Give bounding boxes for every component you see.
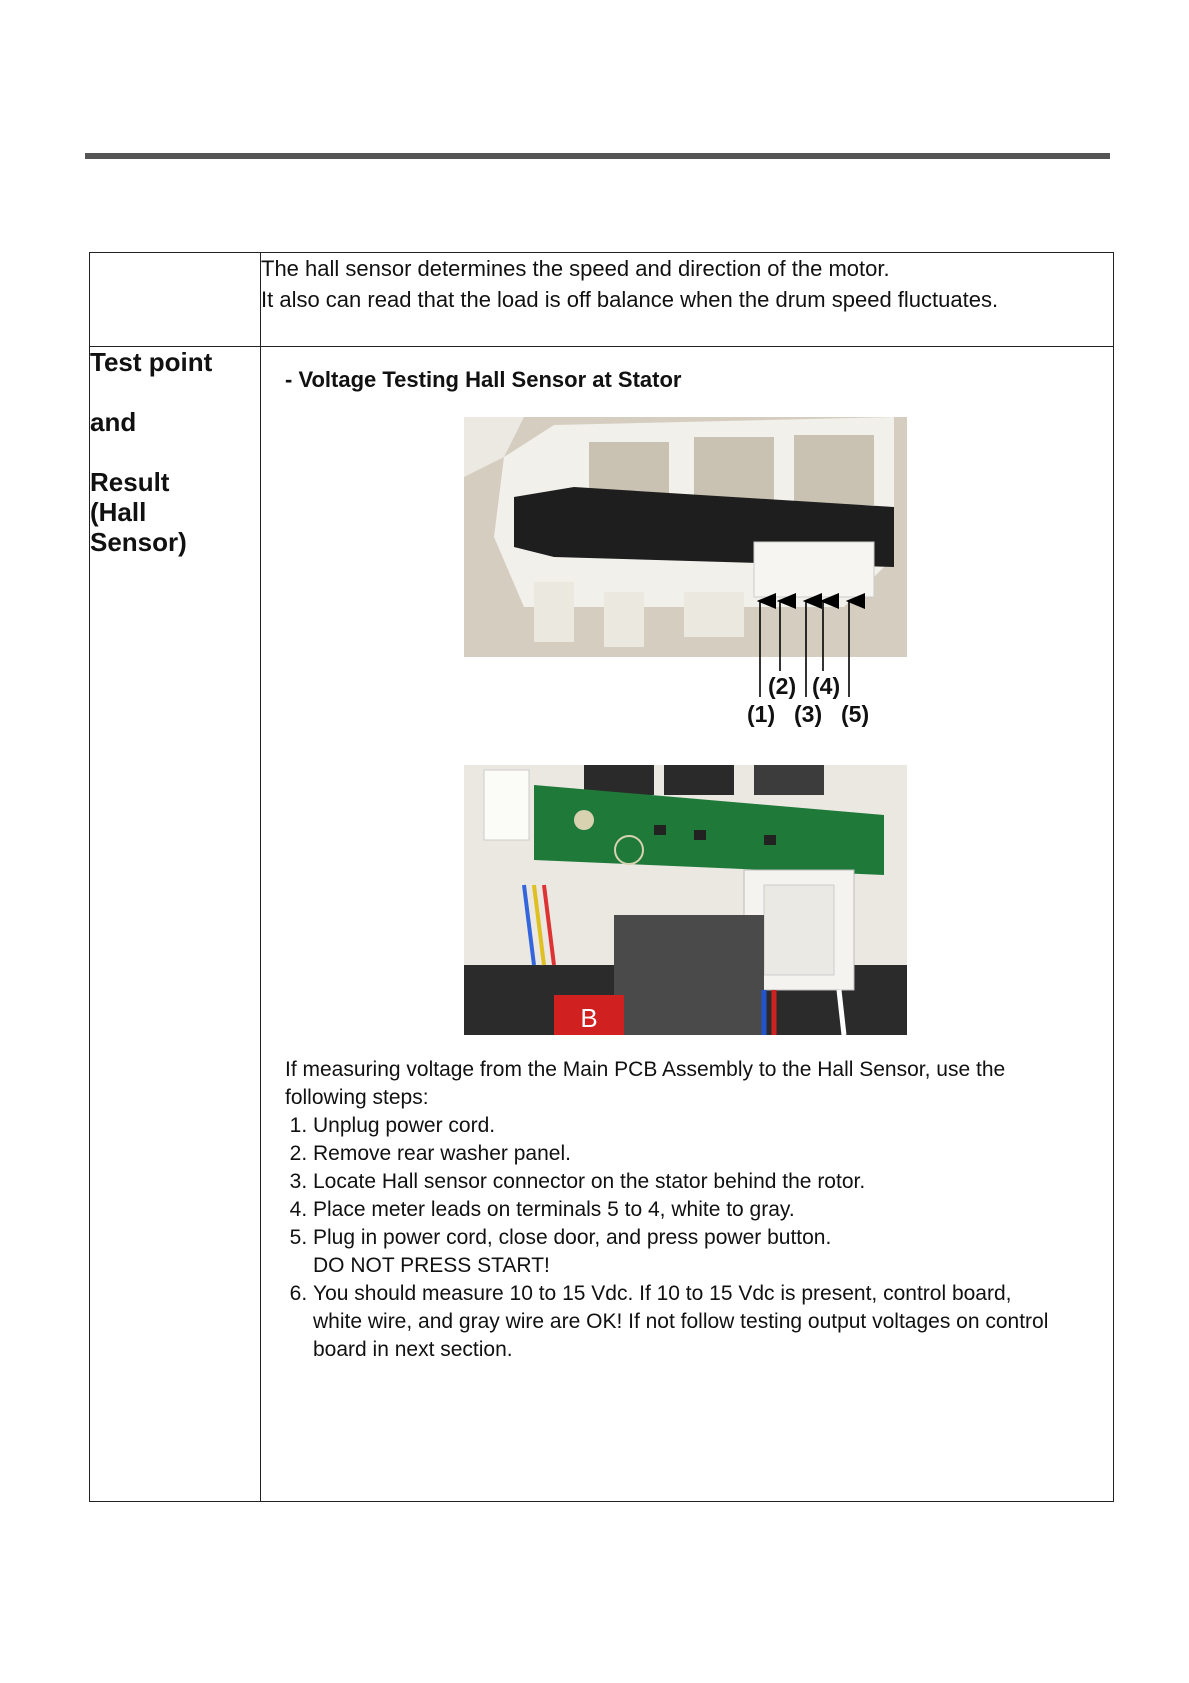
hall-sensor-photo <box>464 417 907 657</box>
step-4-line-1: 4. Place meter leads on terminals 5 to 4, white to gray. <box>313 1198 795 1221</box>
step-6-line-3: board in next section. <box>313 1338 513 1361</box>
step-1 <box>313 1112 1105 1140</box>
pcb-marking-b: B <box>580 1003 598 1033</box>
intro-row <box>90 253 1114 347</box>
pin-label-3: (3) <box>794 701 823 727</box>
intro-label-cell <box>90 253 261 347</box>
step-1-line-1: 1. Unplug power cord. <box>313 1114 496 1137</box>
section-heading: - Voltage Testing Hall Sensor at Stator <box>285 367 682 392</box>
intro-line-1: The hall sensor determines the speed and direction of the motor. <box>261 256 890 281</box>
top-rule <box>85 153 1110 159</box>
pin-label-4: (4) <box>812 673 841 699</box>
label-test-point: Test point <box>90 347 213 377</box>
hall-sensor-table <box>89 252 1114 1502</box>
step-6-line-2: white wire, and gray wire are OK! If not follow testing output voltages on control <box>313 1310 1049 1333</box>
intro-line-2: It also can read that the load is off balance when the drum speed fluctuates. <box>261 287 999 312</box>
step-2 <box>313 1140 1105 1168</box>
step-4 <box>313 1196 1105 1224</box>
content-cell <box>261 347 1114 1502</box>
hall-sensor-illustration <box>464 417 907 657</box>
label-result: Result <box>90 467 170 497</box>
step-6-line-1: 6. You should measure 10 to 15 Vdc. If 10 to 15 Vdc is present, control board, <box>313 1282 1012 1305</box>
step-6 <box>313 1280 1105 1364</box>
row-label-cell <box>90 347 261 1502</box>
label-sensor: Sensor) <box>90 527 187 557</box>
step-5 <box>313 1224 1105 1280</box>
steps-intro-line-1: If measuring voltage from the Main PCB Assembly to the Hall Sensor, use the <box>285 1058 1006 1081</box>
steps-list <box>285 1112 1105 1364</box>
intro-cell <box>261 253 1114 347</box>
test-steps <box>285 1056 1105 1364</box>
steps-intro-line-2: following steps: <box>285 1086 429 1109</box>
label-and: and <box>90 407 137 437</box>
pcb-illustration <box>464 765 907 1035</box>
hall-sensor-pcb-photo <box>464 765 907 1035</box>
step-3-line-1: 3. Locate Hall sensor connector on the stator behind the rotor. <box>313 1170 866 1193</box>
label-hall: (Hall <box>90 497 147 527</box>
test-row <box>90 347 1114 1502</box>
pin-label-1: (1) <box>747 701 776 727</box>
step-5-line-1: 5. Plug in power cord, close door, and press power button. <box>313 1226 832 1249</box>
step-5-line-2: DO NOT PRESS START! <box>313 1254 550 1277</box>
step-2-line-1: 2. Remove rear washer panel. <box>313 1142 571 1165</box>
pin-label-2: (2) <box>768 673 797 699</box>
pin-label-5: (5) <box>841 701 870 727</box>
step-3 <box>313 1168 1105 1196</box>
